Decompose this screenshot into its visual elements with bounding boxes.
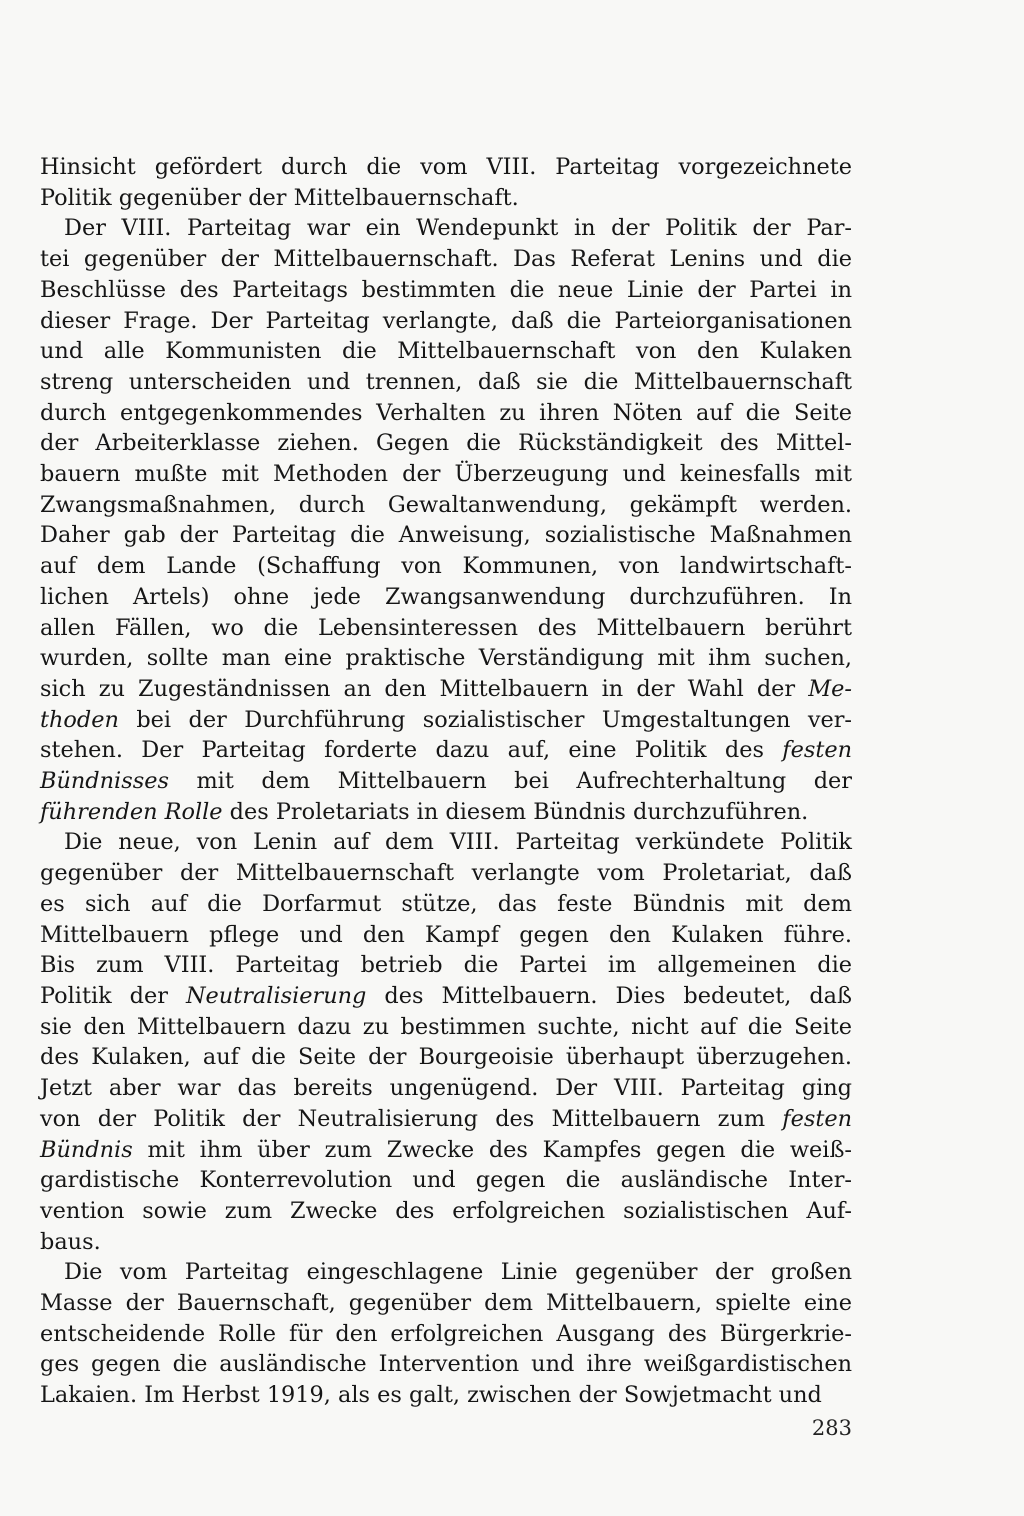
text-line: dieser Frage. Der Parteitag verlangte, daß die Parteiorganisationen — [40, 307, 852, 334]
paragraph — [40, 827, 852, 1257]
text-line: Lakaien. Im Herbst 1919, als es galt, zwischen der Sowjetmacht und — [40, 1382, 822, 1409]
text-line: stehen. Der Parteitag forderte dazu auf, eine Politik des festen — [40, 737, 852, 764]
text-line: bauern mußte mit Methoden der Überzeugung und keinesfalls mit — [40, 461, 852, 488]
text-line: durch entgegenkommendes Verhalten zu ihren Nöten auf die Seite — [40, 399, 852, 426]
text-line: führenden Rolle des Proletariats in diesem Bündnis durchzuführen. — [40, 798, 809, 825]
text-line: Masse der Bauernschaft, gegenüber dem Mittelbauern, spielte eine — [40, 1290, 852, 1317]
text-line: sie den Mittelbauern dazu zu bestimmen suchte, nicht auf die Seite — [40, 1013, 852, 1040]
paragraph — [40, 1257, 852, 1411]
text-line: Politik der Neutralisierung des Mittelbauern. Dies bedeutet, daß — [40, 982, 852, 1009]
text-line: thoden bei der Durchführung sozialistischer Umgestaltungen ver- — [40, 706, 852, 733]
text-line: Bündnisses mit dem Mittelbauern bei Aufrechterhaltung der — [40, 768, 852, 795]
text-line: gegenüber der Mittelbauernschaft verlangte vom Proletariat, daß — [40, 860, 852, 887]
text-line: Bündnis mit ihm über zum Zwecke des Kampfes gegen die weiß- — [40, 1136, 852, 1163]
text-line: tei gegenüber der Mittelbauernschaft. Das Referat Lenins und die — [40, 246, 852, 273]
text-line: baus. — [40, 1228, 101, 1255]
text-line: Der VIII. Parteitag war ein Wendepunkt in der Politik der Par- — [64, 215, 852, 242]
text-line: Beschlüsse des Parteitags bestimmten die neue Linie der Partei in — [40, 276, 852, 303]
text-line: Hinsicht gefördert durch die vom VIII. Parteitag vorgezeichnete — [40, 154, 852, 180]
text-line: Bis zum VIII. Parteitag betrieb die Partei im allgemeinen die — [40, 952, 852, 979]
text-line: wurden, sollte man eine praktische Verständigung mit ihm suchen, — [40, 645, 852, 672]
text-line: Jetzt aber war das bereits ungenügend. Der VIII. Parteitag ging — [40, 1075, 852, 1102]
paragraph — [40, 213, 852, 827]
text-line: Politik gegenüber der Mittelbauernschaft. — [40, 184, 519, 211]
text-line: Zwangsmaßnahmen, durch Gewaltanwendung, gekämpft werden. — [40, 491, 852, 518]
text-line: lichen Artels) ohne jede Zwangsanwendung durchzuführen. In — [40, 583, 852, 610]
text-line: Mittelbauern pflege und den Kampf gegen den Kulaken führe. — [40, 921, 852, 948]
text-line: streng unterscheiden und trennen, daß sie die Mittelbauernschaft — [40, 368, 852, 395]
text-line: ges gegen die ausländische Intervention und ihre weißgardistischen — [40, 1351, 852, 1378]
text-line: der Arbeiterklasse ziehen. Gegen die Rückständigkeit des Mittel- — [40, 430, 852, 457]
text-line: entscheidende Rolle für den erfolgreichen Ausgang des Bürgerkrie- — [40, 1320, 852, 1347]
text-line: Daher gab der Parteitag die Anweisung, sozialistische Maßnahmen — [40, 522, 852, 549]
body-text — [40, 152, 852, 1411]
text-line: allen Fällen, wo die Lebensinteressen des Mittelbauern berührt — [40, 614, 852, 641]
text-line: von der Politik der Neutralisierung des Mittelbauern zum festen — [40, 1105, 852, 1132]
paragraph — [40, 152, 852, 213]
text-line: es sich auf die Dorfarmut stütze, das feste Bündnis mit dem — [40, 890, 852, 917]
text-line: Die neue, von Lenin auf dem VIII. Parteitag verkündete Politik — [64, 829, 852, 856]
text-line: sich zu Zugeständnissen an den Mittelbauern in der Wahl der Me- — [40, 675, 852, 702]
text-line: vention sowie zum Zwecke des erfolgreichen sozialistischen Auf- — [40, 1197, 852, 1224]
text-line: Die vom Parteitag eingeschlagene Linie gegenüber der großen — [64, 1259, 852, 1286]
text-line: auf dem Lande (Schaffung von Kommunen, von landwirtschaft- — [40, 553, 852, 580]
page-number: 283 — [811, 1416, 852, 1440]
text-line: gardistische Konterrevolution und gegen die ausländische Inter- — [40, 1167, 852, 1194]
text-line: des Kulaken, auf die Seite der Bourgeoisie überhaupt überzugehen. — [40, 1044, 852, 1071]
text-line: und alle Kommunisten die Mittelbauernschaft von den Kulaken — [40, 338, 852, 365]
